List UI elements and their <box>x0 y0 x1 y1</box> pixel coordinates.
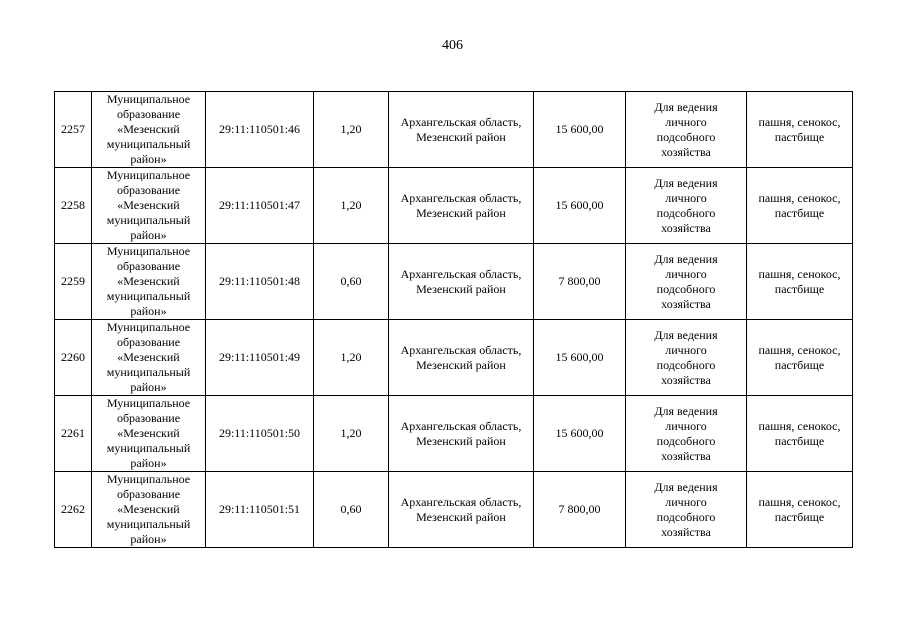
land-type-cell: пашня, сенокос, пастбище <box>747 396 853 472</box>
owner-cell: Муниципальное образование «Мезенский муниципальный район» <box>92 92 206 168</box>
table-row <box>55 244 853 320</box>
owner-cell: Муниципальное образование «Мезенский муниципальный район» <box>92 244 206 320</box>
area-cell: 1,20 <box>314 92 389 168</box>
location-cell: Архангельская область, Мезенский район <box>389 168 534 244</box>
cadastral-number-cell: 29:11:110501:48 <box>206 244 314 320</box>
area-cell: 0,60 <box>314 472 389 548</box>
row-number-cell: 2257 <box>55 92 92 168</box>
cadastral-number-cell: 29:11:110501:47 <box>206 168 314 244</box>
price-cell: 15 600,00 <box>534 396 626 472</box>
table-row <box>55 472 853 548</box>
land-type-cell: пашня, сенокос, пастбище <box>747 320 853 396</box>
land-type-cell: пашня, сенокос, пастбище <box>747 244 853 320</box>
land-plots-table <box>54 91 853 548</box>
cadastral-number-cell: 29:11:110501:51 <box>206 472 314 548</box>
table-row <box>55 320 853 396</box>
price-cell: 7 800,00 <box>534 472 626 548</box>
area-cell: 1,20 <box>314 396 389 472</box>
purpose-cell: Для ведения личного подсобного хозяйства <box>626 396 747 472</box>
area-cell: 1,20 <box>314 168 389 244</box>
table-row <box>55 396 853 472</box>
area-cell: 1,20 <box>314 320 389 396</box>
purpose-cell: Для ведения личного подсобного хозяйства <box>626 320 747 396</box>
owner-cell: Муниципальное образование «Мезенский муниципальный район» <box>92 396 206 472</box>
row-number-cell: 2262 <box>55 472 92 548</box>
area-cell: 0,60 <box>314 244 389 320</box>
row-number-cell: 2258 <box>55 168 92 244</box>
owner-cell: Муниципальное образование «Мезенский муниципальный район» <box>92 472 206 548</box>
location-cell: Архангельская область, Мезенский район <box>389 244 534 320</box>
owner-cell: Муниципальное образование «Мезенский муниципальный район» <box>92 168 206 244</box>
cadastral-number-cell: 29:11:110501:46 <box>206 92 314 168</box>
location-cell: Архангельская область, Мезенский район <box>389 92 534 168</box>
land-type-cell: пашня, сенокос, пастбище <box>747 168 853 244</box>
owner-cell: Муниципальное образование «Мезенский муниципальный район» <box>92 320 206 396</box>
page-number: 406 <box>442 38 463 53</box>
row-number-cell: 2261 <box>55 396 92 472</box>
price-cell: 15 600,00 <box>534 92 626 168</box>
location-cell: Архангельская область, Мезенский район <box>389 396 534 472</box>
price-cell: 7 800,00 <box>534 244 626 320</box>
land-type-cell: пашня, сенокос, пастбище <box>747 472 853 548</box>
price-cell: 15 600,00 <box>534 320 626 396</box>
cadastral-number-cell: 29:11:110501:50 <box>206 396 314 472</box>
table-row <box>55 168 853 244</box>
row-number-cell: 2260 <box>55 320 92 396</box>
cadastral-number-cell: 29:11:110501:49 <box>206 320 314 396</box>
purpose-cell: Для ведения личного подсобного хозяйства <box>626 244 747 320</box>
price-cell: 15 600,00 <box>534 168 626 244</box>
location-cell: Архангельская область, Мезенский район <box>389 472 534 548</box>
row-number-cell: 2259 <box>55 244 92 320</box>
location-cell: Архангельская область, Мезенский район <box>389 320 534 396</box>
table-row <box>55 92 853 168</box>
purpose-cell: Для ведения личного подсобного хозяйства <box>626 92 747 168</box>
land-type-cell: пашня, сенокос, пастбище <box>747 92 853 168</box>
purpose-cell: Для ведения личного подсобного хозяйства <box>626 168 747 244</box>
purpose-cell: Для ведения личного подсобного хозяйства <box>626 472 747 548</box>
